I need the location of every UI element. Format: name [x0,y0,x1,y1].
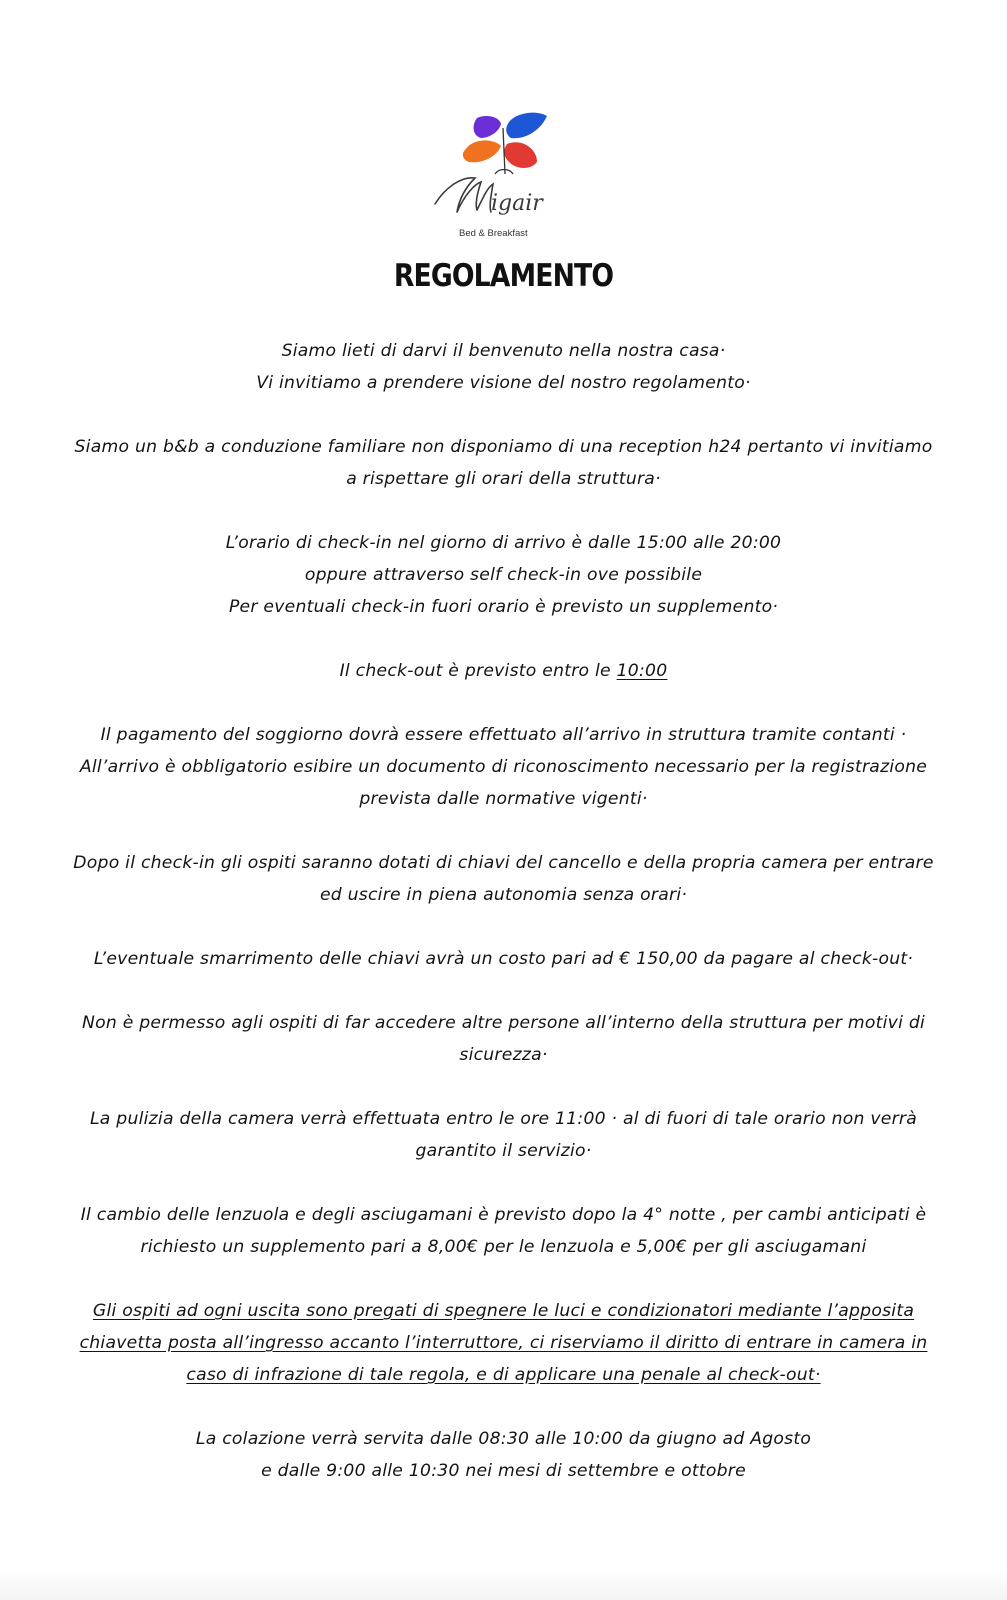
butterfly-logo-icon [425,108,585,243]
rule-line: Per eventuali check-in fuori orario è previsto un supplemento· [228,597,779,617]
rule-line: chiavetta posta all’ingresso accanto l’interruttore, ci riserviamo il diritto di entrare in camera in [79,1333,928,1353]
rule-line: L’orario di check-in nel giorno di arrivo è dalle 15:00 alle 20:00 [225,533,782,553]
rule-line: Il pagamento del soggiorno dovrà essere effettuato all’arrivo in struttura tramite contanti · [100,725,907,745]
rule-welcome [22,335,985,399]
rule-linen-change [22,1199,985,1263]
rule-line [22,655,985,687]
rule-line: e dalle 9:00 alle 10:30 nei mesi di settembre e ottobre [261,1461,746,1481]
brand-wordmark: igair [491,191,543,216]
rule-lost-keys [22,943,985,975]
check-out-time: 10:00 [616,661,668,681]
rule-line: sicurezza· [459,1045,548,1065]
rule-line: oppure attraverso self check-in ove possibile [304,565,703,585]
rule-cleaning [22,1103,985,1167]
rule-line: caso di infrazione di tale regola, e di applicare una penale al check-out· [186,1365,821,1385]
rule-check-out [22,655,985,687]
rule-line: L’eventuale smarrimento delle chiavi avrà un costo pari ad € 150,00 da pagare al check-out· [93,949,914,969]
rule-line: prevista dalle normative vigenti· [359,789,648,809]
logo [425,108,585,243]
logo-tagline: Bed & Breakfast [459,228,528,239]
rule-line: ed uscire in piena autonomia senza orari· [319,885,688,905]
rule-no-visitors [22,1007,985,1071]
rule-line: Siamo lieti di darvi il benvenuto nella nostra casa· [281,341,726,361]
rule-payment [22,719,985,815]
rule-line: La pulizia della camera verrà effettuata entro le ore 11:00 · al di fuori di tale orario non verrà [89,1109,917,1129]
rule-line: a rispettare gli orari della struttura· [346,469,661,489]
rule-line: La colazione verrà servita dalle 08:30 alle 10:00 da giugno ad Agosto [195,1429,812,1449]
page-edge-shadow [0,1570,1007,1600]
rule-line: garantito il servizio· [415,1141,592,1161]
rules-list [22,335,985,1519]
rule-line: All’arrivo è obbligatorio esibire un documento di riconoscimento necessario per la registrazione [79,757,928,777]
rule-line: Dopo il check-in gli ospiti saranno dotati di chiavi del cancello e della propria camera per entrare [73,853,934,873]
rule-keys [22,847,985,911]
check-out-text: Il check-out è previsto entro le [339,661,611,681]
rule-check-in [22,527,985,623]
rule-line: Vi invitiamo a prendere visione del nostro regolamento· [256,373,751,393]
rule-line: Non è permesso agli ospiti di far accedere altre persone all’interno della struttura per motivi di [81,1013,926,1033]
page-title: REGOLAMENTO [393,258,614,294]
rule-lights-warning [22,1295,985,1391]
rule-line: Il cambio delle lenzuola e degli asciugamani è previsto dopo la 4° notte , per cambi anticipati è [80,1205,927,1225]
rule-line: Gli ospiti ad ogni uscita sono pregati di spegnere le luci e condizionatori mediante l’apposita [92,1301,915,1321]
rule-breakfast [22,1423,985,1487]
rule-family-run [22,431,985,495]
rule-line: richiesto un supplemento pari a 8,00€ per le lenzuola e 5,00€ per gli asciugamani [140,1237,867,1257]
rule-line: Siamo un b&b a conduzione familiare non disponiamo di una reception h24 pertanto vi invitiamo [74,437,933,457]
